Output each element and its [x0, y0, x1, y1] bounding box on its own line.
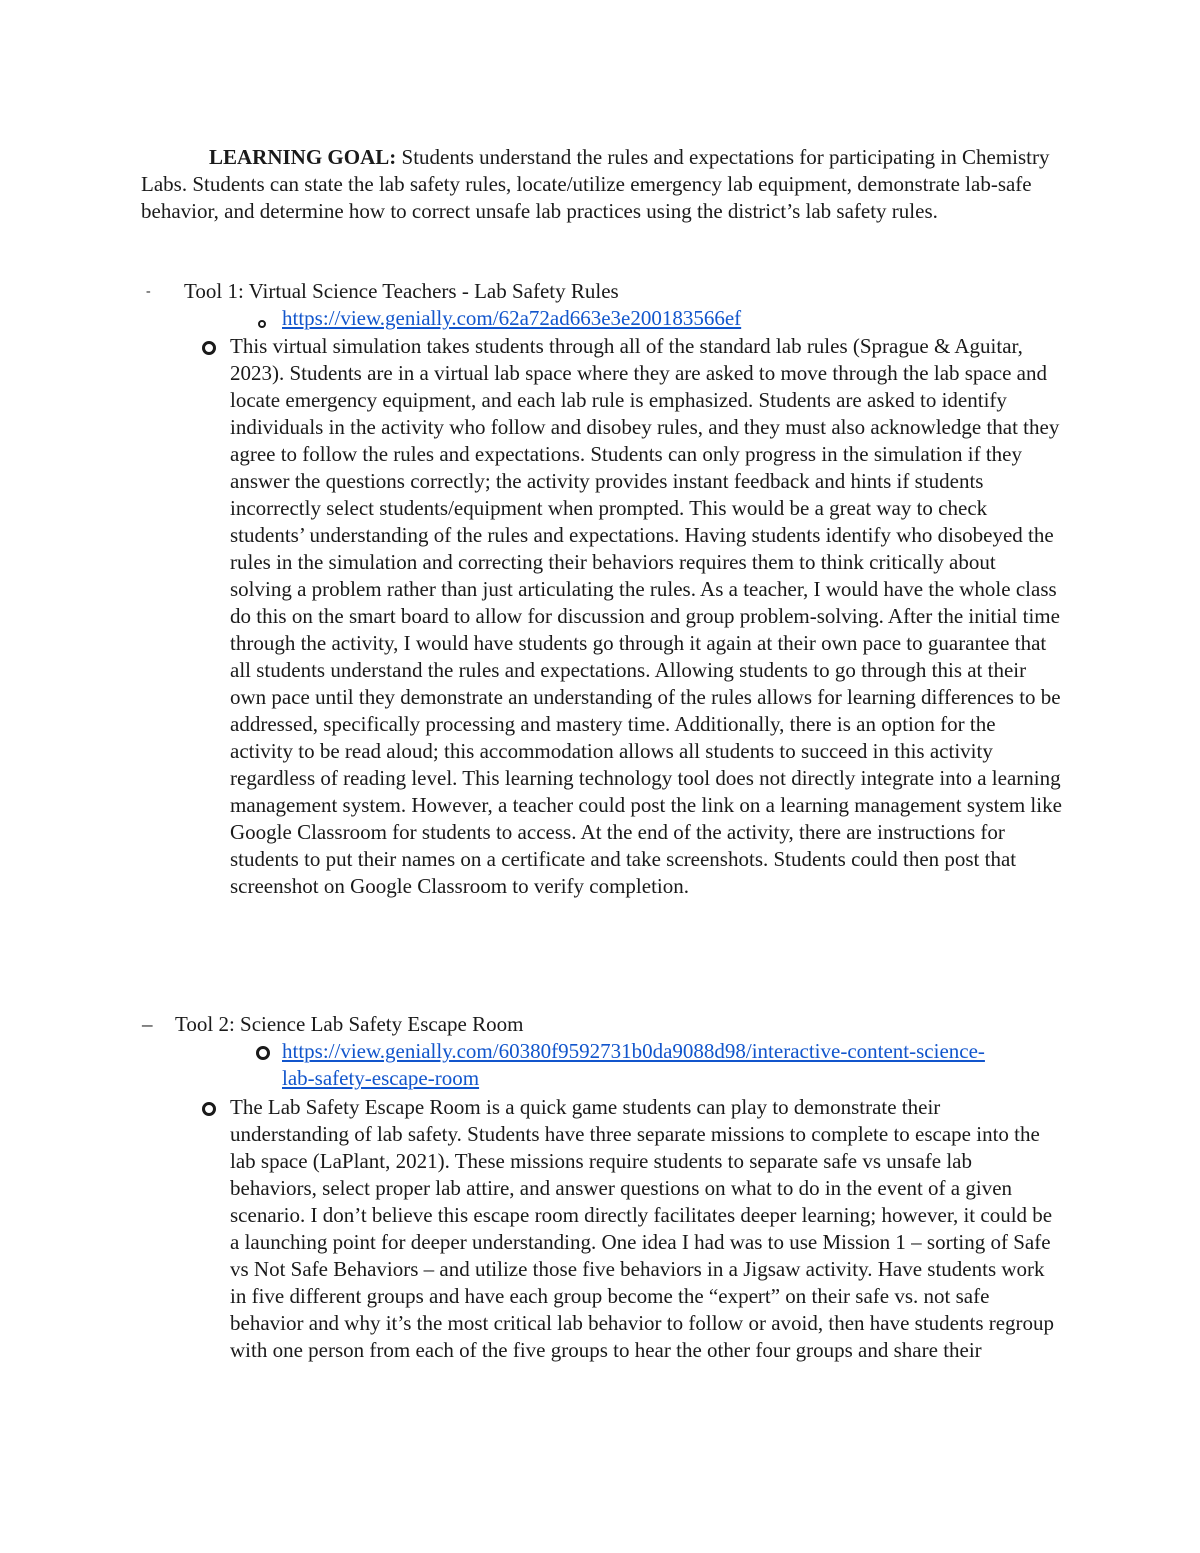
circle-bullet-icon — [202, 1102, 216, 1116]
tool-2-link[interactable]: https://view.genially.com/60380f9592731b0da9088d98/interactive-content-science-lab-safety-escape-room — [282, 1039, 985, 1090]
circle-bullet-icon — [256, 1046, 270, 1060]
small-circle-bullet-icon — [258, 320, 266, 328]
tool-1-link[interactable]: https://view.genially.com/62a72ad663e3e200183566ef — [282, 306, 742, 330]
circle-bullet-icon — [202, 341, 216, 355]
tool-1-heading: Tool 1: Virtual Science Teachers - Lab Safety Rules — [184, 279, 619, 303]
learning-goal-label: LEARNING GOAL: — [209, 145, 397, 169]
tool-1-description: This virtual simulation takes students through all of the standard lab rules (Sprague & Aguitar, 2023). Students are in a virtual lab space where they are asked to move through the lab space and locate emergency equipment, and each lab rule is emphasized. Students are asked to identify individuals in the activity who follow and disobey rules, and they must also acknowledge that they agree to follow the rules and expectations. Students can only progress in the simulation if they answer the questions correctly; the activity provides instant feedback and hints if students incorrectly select students/equipment when prompted. This would be a great way to check students’ understanding of the rules and expectations. Having students identify who disobeyed the rules in the simulation and correcting their behaviors requires them to think critically about solving a problem rather than just articulating the rules. As a teacher, I would have the whole class do this on the smart board to allow for discussion and group problem-solving. After the initial time through the activity, I would have students go through it again at their own pace to guarantee that all students understand the rules and expectations. Allowing students to go through this at their own pace until they demonstrate an understanding of the rules allows for learning differences to be addressed, specifically processing and mastery time. Additionally, there is an option for the activity to be read aloud; this accommodation allows all students to succeed in this activity regardless of reading level. This learning technology tool does not directly integrate into a learning management system. However, a teacher could post the link on a learning management system like Google Classroom for students to access. At the end of the activity, there are instructions for students to put their names on a certificate and take screenshots. Students could then post that screenshot on Google Classroom to verify completion. — [230, 334, 1062, 898]
learning-goal-text: Students understand the rules and expectations for participating in Chemistry Labs. Students can state the lab safety rules, locate/utilize emergency lab equipment, demonstrate lab-safe behavior, and determine how to correct unsafe lab practices using the district’s lab safety rules. — [141, 145, 1050, 223]
tool-2-description: The Lab Safety Escape Room is a quick game students can play to demonstrate their understanding of lab safety. Students have three separate missions to complete to escape into the lab space (LaPlant, 2021). These missions require students to separate safe vs unsafe lab behaviors, select proper lab attire, and answer questions on what to do in the event of a given scenario. I don’t believe this escape room directly facilitates deeper learning; however, it could be a launching point for deeper understanding. One idea I had was to use Mission 1 – sorting of Safe vs Not Safe Behaviors – and utilize those five behaviors in a Jigsaw activity. Have students work in five different groups and have each group become the “expert” on their safe vs. not safe behavior and why it’s the most critical lab behavior to follow or avoid, then have students regroup with one person from each of the five groups to hear the other four groups and share their — [230, 1095, 1055, 1362]
tool-2-heading: Tool 2: Science Lab Safety Escape Room — [175, 1012, 524, 1036]
tool-1-dash-marker: - — [146, 284, 151, 299]
learning-goal-paragraph — [141, 144, 1061, 225]
tool-2-dash-marker: – — [142, 1012, 153, 1036]
